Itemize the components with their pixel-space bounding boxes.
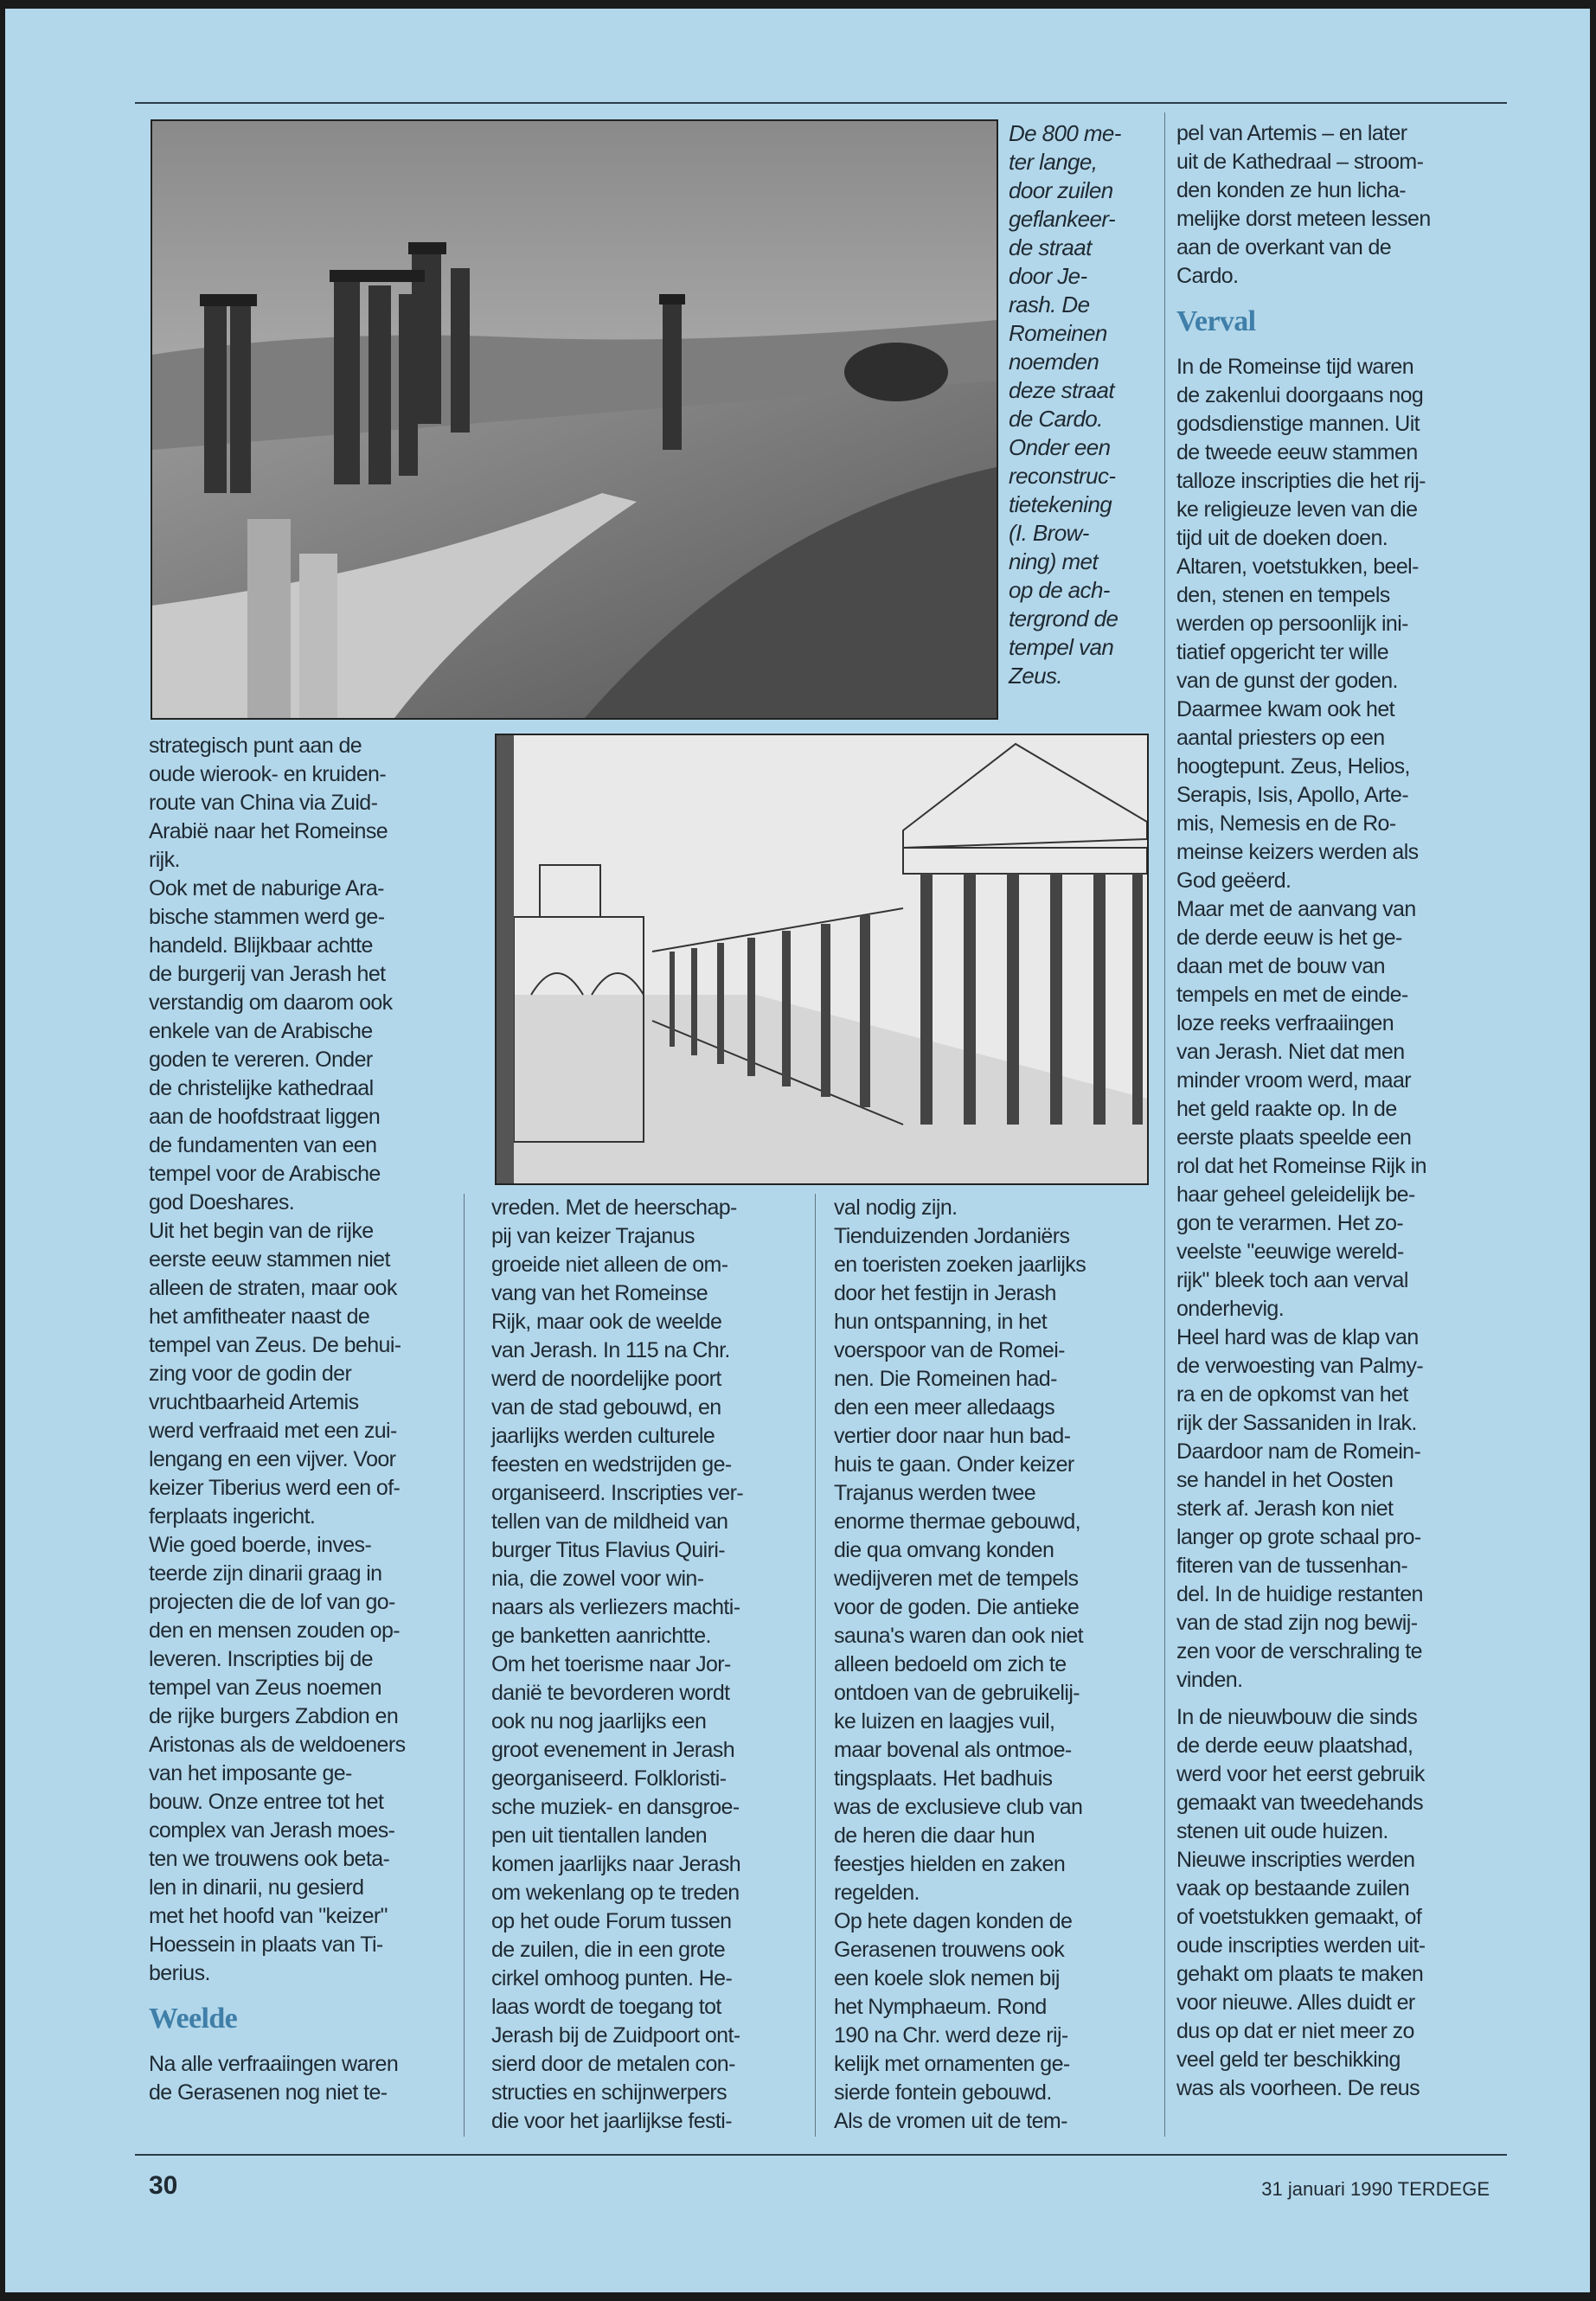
paragraph: pel van Artemis – en later uit de Kathedraal – stroom- den konden ze hun licha- melijke dorst meteen lessen aan de overkant van de Cardo. <box>1176 121 1431 288</box>
ruins-photo <box>151 119 998 720</box>
page-number: 30 <box>149 2171 178 2200</box>
top-rule <box>135 102 1507 104</box>
paragraph: Op hete dagen konden de Gerasenen trouwens ook een koele slok nemen bij het Nymphaeum. Rond 190 na Chr. werd deze rij- kelijk met ornamenten ge- sierde fontein gebouwd. Als de vromen uit de tem- <box>834 1909 1073 2133</box>
magazine-page <box>5 9 1590 2292</box>
text-column-4 <box>1176 119 1497 2103</box>
paragraph: Wie goed boerde, inves- teerde zijn dinarii graag in projecten die de lof van go- den en mensen zouden op- leveren. Inscripties bij de tempel van Zeus noemen de rijke burgers Zabdion en Aristonas als de weldoeners van het imposante ge- bouw. Onze entree tot het complex van Jerash moes- ten we trouwens ook beta- len in dinarii, nu gesierd met het hoofd van "keizer" Hoessein in plaats van Ti- berius. <box>149 1533 406 1985</box>
paragraph: Uit het begin van de rijke eerste eeuw stammen niet alleen de straten, maar ook het amfitheater naast de tempel van Zeus. De behui- zing voor de godin der vruchtbaarheid Artemis werd verfraaid met een zui- lengang en een vijver. Voor keizer Tiberius werd een of- ferplaats ingericht. <box>149 1219 401 1529</box>
paragraph: Heel hard was de klap van de verwoesting van Palmy- ra en de opkomst van het rijk der Sassaniden in Irak. Daardoor nam de Romein- se handel in het Oosten sterk af. Jerash kon niet langer op grote schaal pro- fiteren van de tussenhan- del. In de huidige restanten van de stad zijn nog bewij- zen voor de verschraling te vinden. <box>1176 1325 1424 1692</box>
reconstruction-drawing <box>495 734 1149 1185</box>
paragraph: Na alle verfraaiingen waren de Gerasenen nog niet te- <box>149 2052 399 2105</box>
photo-caption: De 800 me- ter lange, door zuilen geflankeer- de straat door Je- rash. De Romeinen noemden deze straat de Cardo. Onder een reconstruc- tietekening (I. Brow- ning) met op de ach- tergrond de tempel van Zeus. <box>1009 120 1121 689</box>
paragraph: Tienduizenden Jordaniërs en toeristen zoeken jaarlijks door het festijn in Jerash hun ontspanning, in het voerspoor van de Romei- nen. Die Romeinen had- den een meer alledaags vertier door naar hun bad- huis te gaan. Onder keizer Trajanus werden twee enorme thermae gebouwd, die qua omvang konden wedijveren met de tempels voor de goden. Die antieke sauna's waren dan ook niet alleen bedoeld om zich te ontdoen van de gebruikelij- ke luizen en laagjes vuil, maar bovenal als ontmoe- tingsplaats. Het badhuis was de exclusieve club van de heren die daar hun feestjes hielden en zaken regelden. <box>834 1224 1086 1905</box>
reconstruction-drawing-icon <box>497 735 1147 1183</box>
paragraph: Maar met de aanvang van de derde eeuw is het ge- daan met de bouw van tempels en met de einde- loze reeks verfraaiingen van Jerash. Niet dat men minder vroom werd, maar het geld raakte op. In de eerste plaats speelde een rol dat het Romeinse Rijk in haar geheel geleidelijk be- gon te verarmen. Het zo- veelste "eeuwige wereld- rijk" bleek toch aan verval onderhevig. <box>1176 897 1426 1321</box>
text-column-1 <box>149 732 460 2107</box>
paragraph: strategisch punt aan de oude wierook- en kruiden- route van China via Zuid- Arabië naar het Romeinse rijk. <box>149 734 388 872</box>
column-divider <box>815 1194 816 2137</box>
ruins-photo-icon <box>152 121 997 718</box>
paragraph: vreden. Met de heerschap- pij van keizer Trajanus groeide niet alleen de om- vang van het Romeinse Rijk, maar ook de weelde van Jerash. In 115 na Chr. werd de noordelijke poort van de stad gebouwd, en jaarlijks werden culturele feesten en wedstrijden ge- organiseerd. Inscripties ver- tellen van de mildheid van burger Titus Flavius Quiri- nia, die zowel voor win- naars als verliezers machti- ge banketten aanrichtte. <box>491 1195 744 1648</box>
paragraph: val nodig zijn. <box>834 1195 958 1220</box>
paragraph: In de Romeinse tijd waren de zakenlui doorgaans nog godsdienstige mannen. Uit de tweede eeuw stammen talloze inscripties die het rij- ke religieuze leven van die tijd uit de doeken doen. Altaren, voetstukken, beel- den, stenen en tempels werden op persoonlijk ini- tiatief opgericht ter wille van de gunst der goden. Daarmee kwam ook het aantal priesters op een hoogtepunt. Zeus, Helios, Serapis, Isis, Apollo, Arte- mis, Nemesis en de Ro- meinse keizers werden als God geëerd. <box>1176 355 1426 893</box>
issue-dateline: 31 januari 1990 TERDEGE <box>1261 2178 1490 2200</box>
text-column-3 <box>834 1194 1156 2136</box>
bottom-rule <box>135 2154 1507 2156</box>
section-heading-weelde: Weelde <box>149 2003 238 2035</box>
column-divider <box>464 1194 465 2137</box>
section-heading-verval: Verval <box>1176 305 1256 337</box>
paragraph: Ook met de naburige Ara- bische stammen werd ge- handeld. Blijkbaar achtte de burgerij van Jerash het verstandig om daarom ook enkele van de Arabische goden te vereren. Onder de christelijke kathedraal aan de hoofdstraat liggen de fundamenten van een tempel voor de Arabische god Doeshares. <box>149 876 393 1215</box>
paragraph: In de nieuwbouw die sinds de derde eeuw plaatshad, werd voor het eerst gebruik gemaakt van tweedehands stenen uit oude huizen. Nieuwe inscripties werden vaak op bestaande zuilen of voetstukken gemaakt, of oude inscripties werden uit- gehakt om plaats te maken voor nieuwe. Alles duidt er dus op dat er niet meer zo veel geld ter beschikking was als voorheen. De reus <box>1176 1705 1426 2100</box>
column-divider <box>1164 112 1165 2137</box>
paragraph: Om het toerisme naar Jor- danië te bevorderen wordt ook nu nog jaarlijks een groot evenement in Jerash georganiseerd. Folkloristi- sche muziek- en dansgroe- pen uit tientallen landen komen jaarlijks naar Jerash om wekenlang op te treden op het oude Forum tussen de zuilen, die in een grote cirkel omhoog punten. He- laas wordt de toegang tot Jerash bij de Zuidpoort ont- sierd door de metalen con- structies en schijnwerpers die voor het jaarlijkse festi- <box>491 1652 741 2133</box>
text-column-2 <box>491 1194 808 2136</box>
